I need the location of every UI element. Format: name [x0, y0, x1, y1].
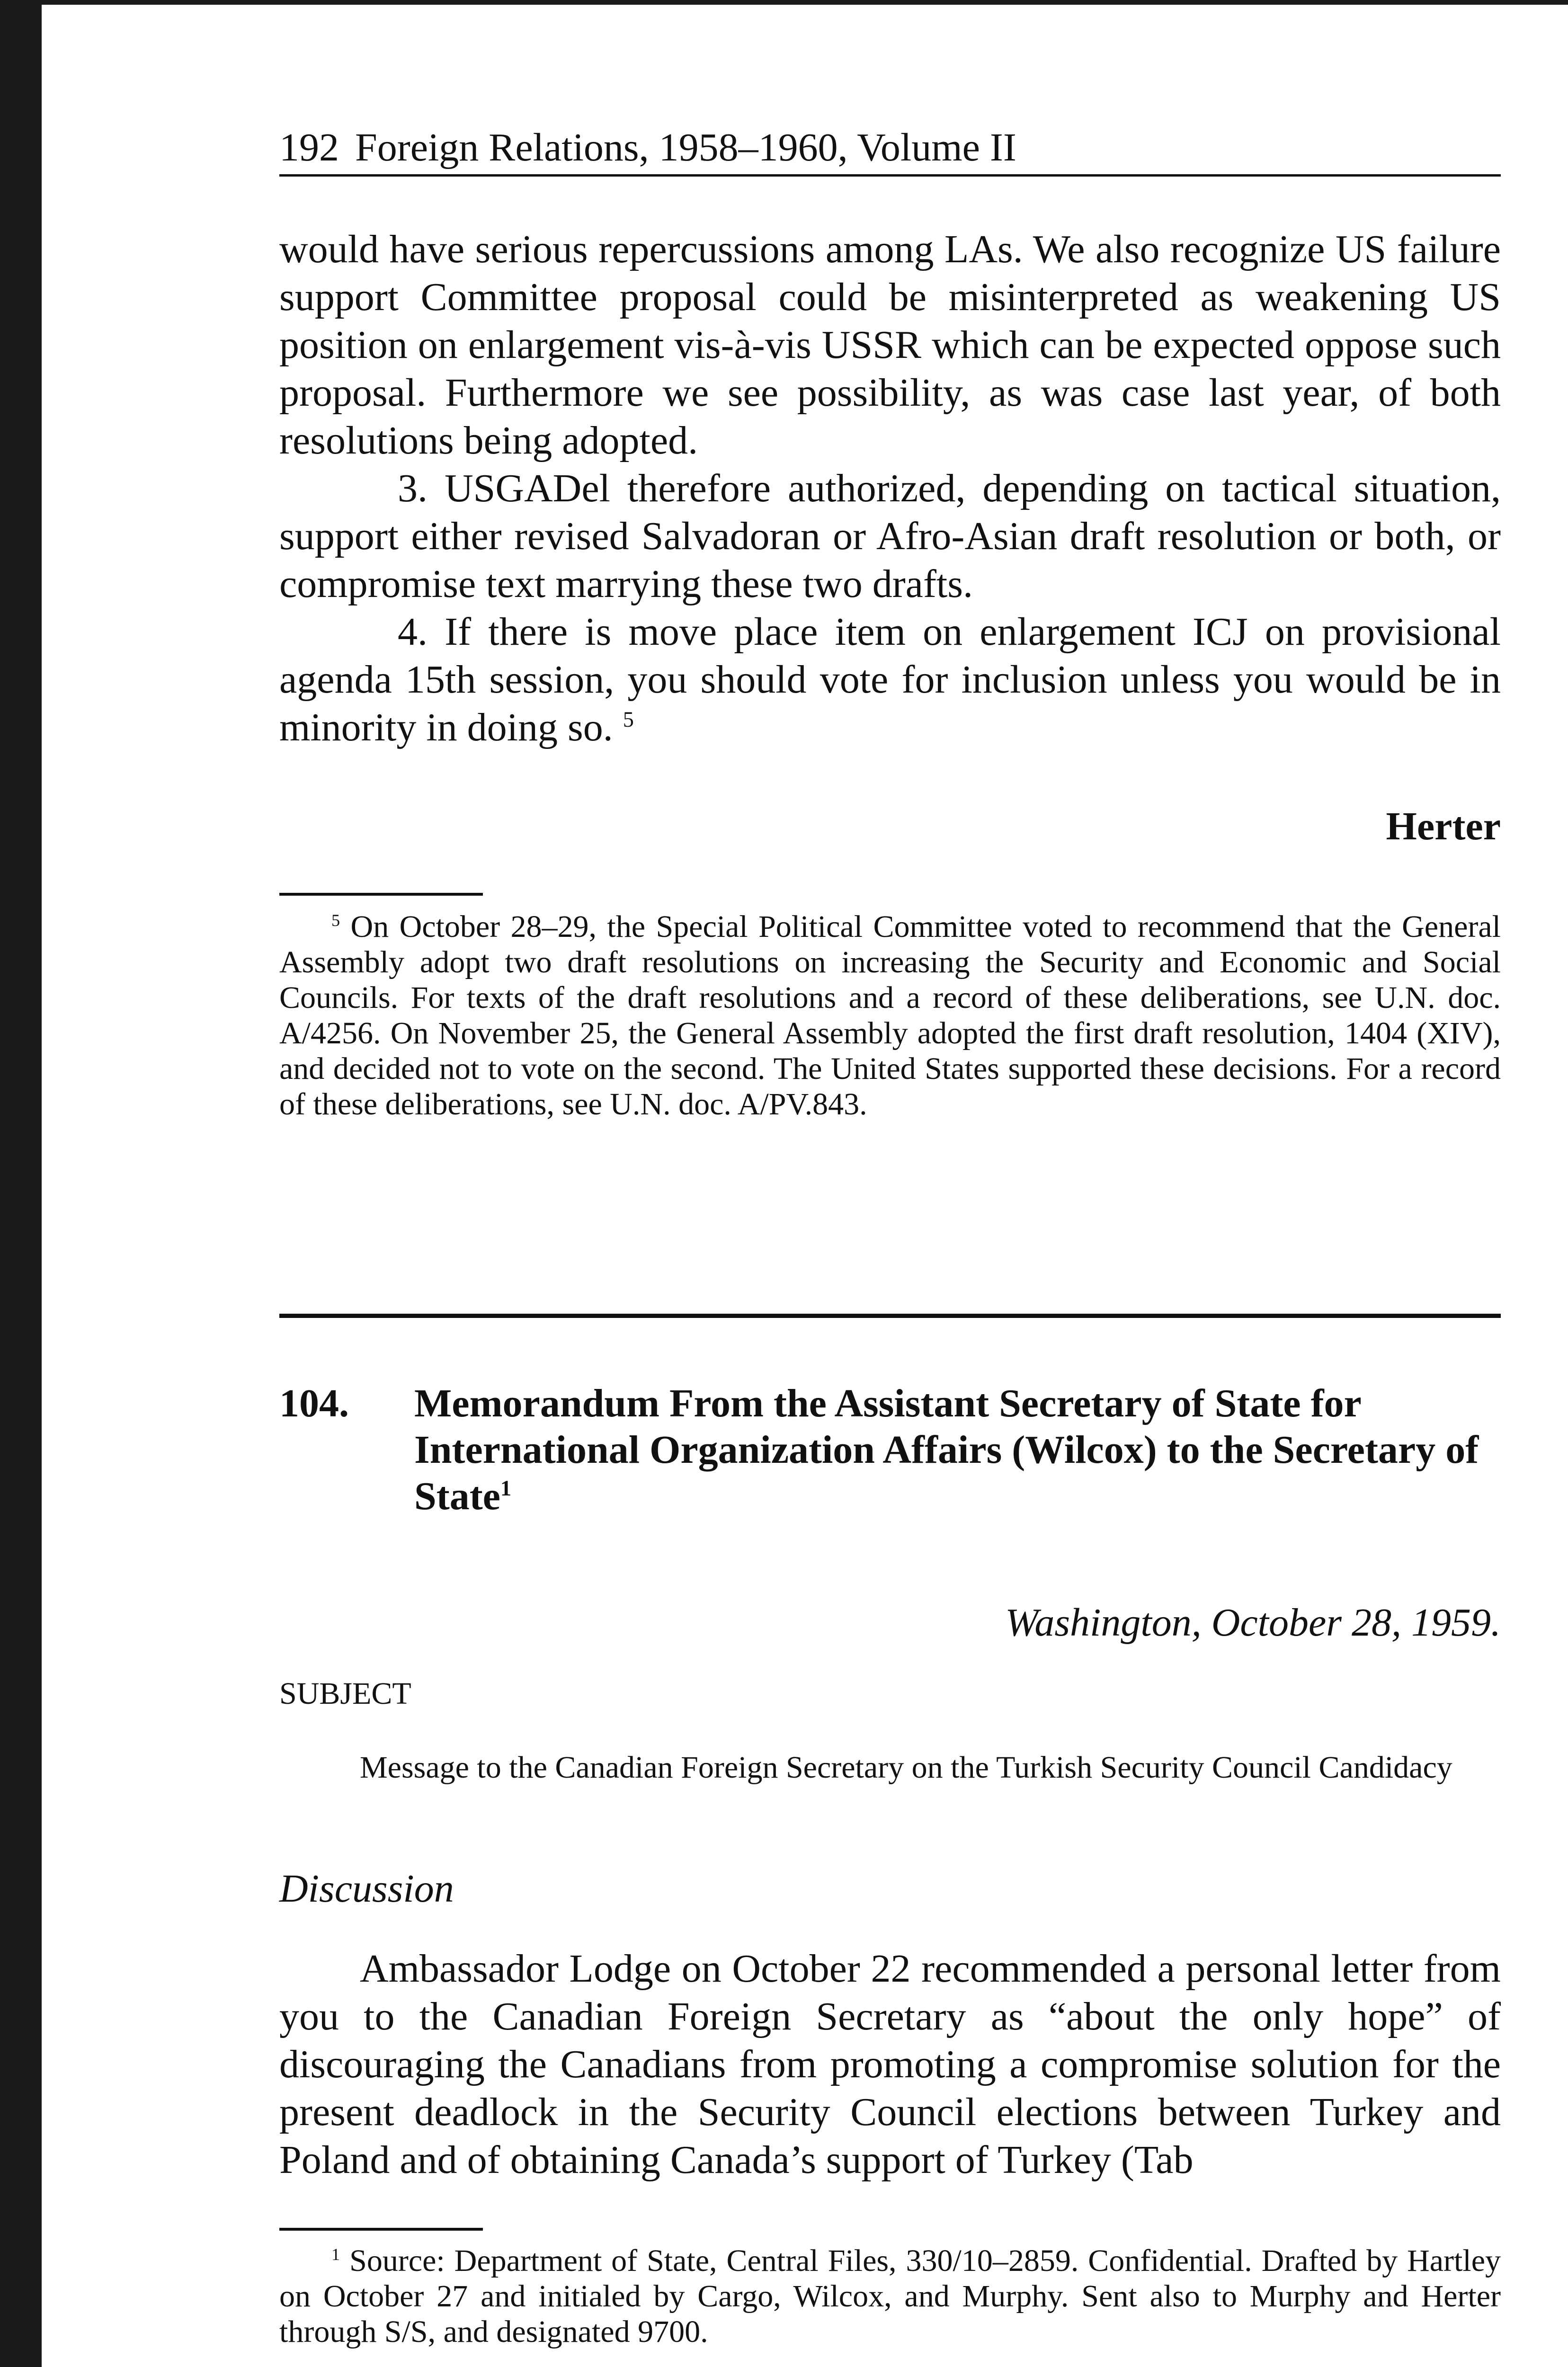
document-title-text: Memorandum From the Assistant Secretary of State for International Organization Affairs (Wilcox) to the Secretary of State [414, 1381, 1479, 1518]
paragraph-continued: would have serious repercussions among LAs. We also recognize US failure support Committee proposal could be misinterpreted as weakening US position on enlargement vis-à-vis USSR which can be expected oppose such proposal. Furthermore we see possibility, as was case last year, of both resolutions being adopted. [279, 227, 1501, 463]
signature: Herter [1386, 804, 1501, 848]
footnote-5 [279, 909, 1501, 1122]
discussion-paragraph: Ambassador Lodge on October 22 recommended a personal letter from you to the Canadian Foreign Secretary as “about the only hope” of discouraging the Canadians from promoting a compromise solution for the present deadlock in the Security Council elections between Turkey and Poland and of obtaining Canada’s support of Turkey (Tab [279, 1947, 1501, 2182]
dateline: Washington, October 28, 1959. [1005, 1601, 1501, 1645]
footnote-ref-1: 1 [500, 1476, 512, 1500]
scan-left-edge [0, 0, 42, 2367]
footnote-marker-5: 5 [331, 911, 340, 930]
discussion-label: Discussion [279, 1867, 454, 1911]
document-number: 104. [279, 1381, 349, 1425]
paragraph-4 [279, 608, 1501, 751]
section-divider [279, 1314, 1501, 1318]
document-title [414, 1380, 1501, 1520]
scan-top-edge [0, 0, 1568, 5]
paragraph-3: 3. USGADel therefore authorized, depending on tactical situation, support either revised Salvadoran or Afro-Asian draft resolution or both, or compromise text marrying these two drafts. [279, 466, 1501, 606]
footnote-rule-1 [279, 2228, 483, 2231]
subject-text: Message to the Canadian Foreign Secretary on the Turkish Security Council Candidacy [360, 1750, 1452, 1785]
volume-title: Foreign Relations, 1958–1960, Volume II [355, 125, 1016, 169]
document-103-body [279, 225, 1501, 751]
footnote-marker-1: 1 [331, 2245, 340, 2264]
footnote-ref-5: 5 [623, 707, 634, 731]
footnote-rule-5 [279, 893, 483, 896]
paragraph-4-text: 4. If there is move place item on enlargement ICJ on provisional agenda 15th session, you should vote for inclusion unless you would be in minority in doing so. [279, 610, 1501, 749]
page-number: 192 [279, 125, 339, 169]
footnote-1-text: Source: Department of State, Central Files, 330/10–2859. Confidential. Drafted by Hartley on October 27 and initialed by Cargo, Wilcox, and Murphy. Sent also to Murphy and Herter through S/S, and designated 9700. [279, 2243, 1501, 2349]
subject-label: SUBJECT [279, 1676, 411, 1711]
footnote-1 [279, 2243, 1501, 2349]
header-rule [279, 174, 1501, 177]
running-head [279, 124, 1501, 171]
footnote-5-text: On October 28–29, the Special Political Committee voted to recommend that the General Assembly adopt two draft resolutions on increasing the Security and Economic and Social Councils. For texts of the draft resolutions and a record of these deliberations, see U.N. doc. A/4256. On November 25, the General Assembly adopted the first draft resolution, 1404 (XIV), and decided not to vote on the second. The United States supported these decisions. For a record of these deliberations, see U.N. doc. A/PV.843. [279, 909, 1501, 1121]
